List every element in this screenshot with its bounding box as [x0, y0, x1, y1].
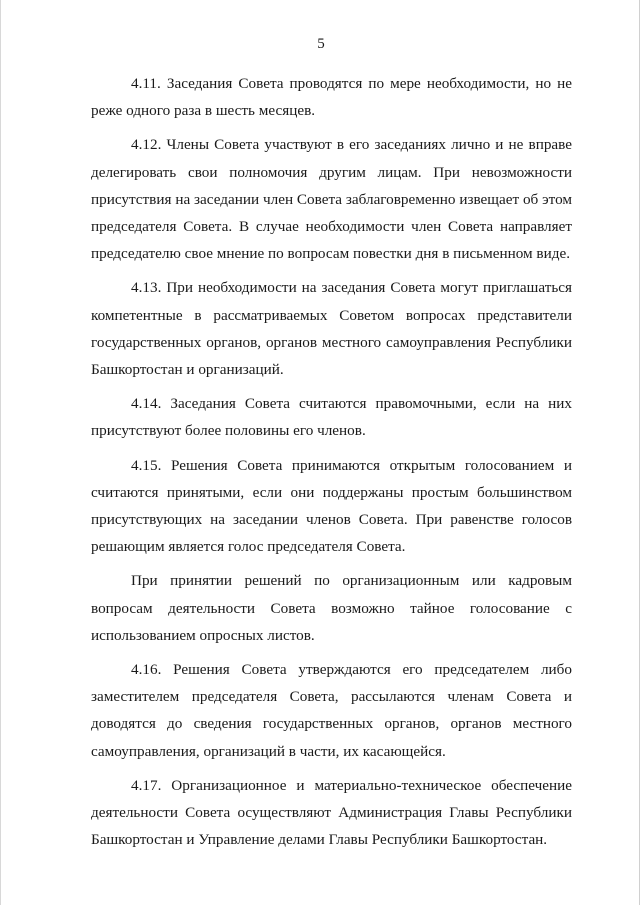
paragraph-4-14: 4.14. Заседания Совета считаются правомочными, если на них присутствуют более половины его членов. — [91, 395, 572, 440]
paragraph-4-15: 4.15. Решения Совета принимаются открытым голосованием и считаются принятыми, если они поддержаны простым большинством присутствующих на заседании членов Совета. При равенстве голосов решающим является голос председателя Совета. — [91, 456, 572, 556]
paragraph-4-15-secret-vote: При принятии решений по организационным или кадровым вопросам деятельности Совета возможно тайное голосование с использованием опросных листов. — [91, 572, 572, 644]
paragraph-4-16: 4.16. Решения Совета утверждаются его председателем либо заместителем председателя Совета, рассылаются членам Совета и доводятся до сведения государственных органов, органов местного самоуправления, организаций в части, их касающейся. — [91, 661, 572, 760]
paragraph-4-13: 4.13. При необходимости на заседания Совета могут приглашаться компетентные в рассматриваемых Советом вопросах представители государственных органов, органов местного самоуправления Республики Башкортостан и организаций. — [91, 279, 572, 379]
page-number: 5 — [317, 36, 325, 52]
paragraph-4-17: 4.17. Организационное и материально-техническое обеспечение деятельности Совета осуществляют Администрация Главы Республики Башкортостан и Управление делами Главы Республики Башкортостан. — [91, 776, 572, 849]
paragraph-4-12: 4.12. Члены Совета участвуют в его заседаниях лично и не вправе делегировать свои полномочия другим лицам. При невозможности присутствия на заседании член Совета заблаговременно извещает об этом председателя Совета. В случае необходимости член Совета направляет председателю свое мнение по вопросам повестки дня в письменном виде. — [91, 136, 572, 263]
paragraph-4-11: 4.11. Заседания Совета проводятся по мере необходимости, но не реже одного раза в шесть месяцев. — [91, 75, 572, 120]
document-body — [91, 70, 572, 860]
